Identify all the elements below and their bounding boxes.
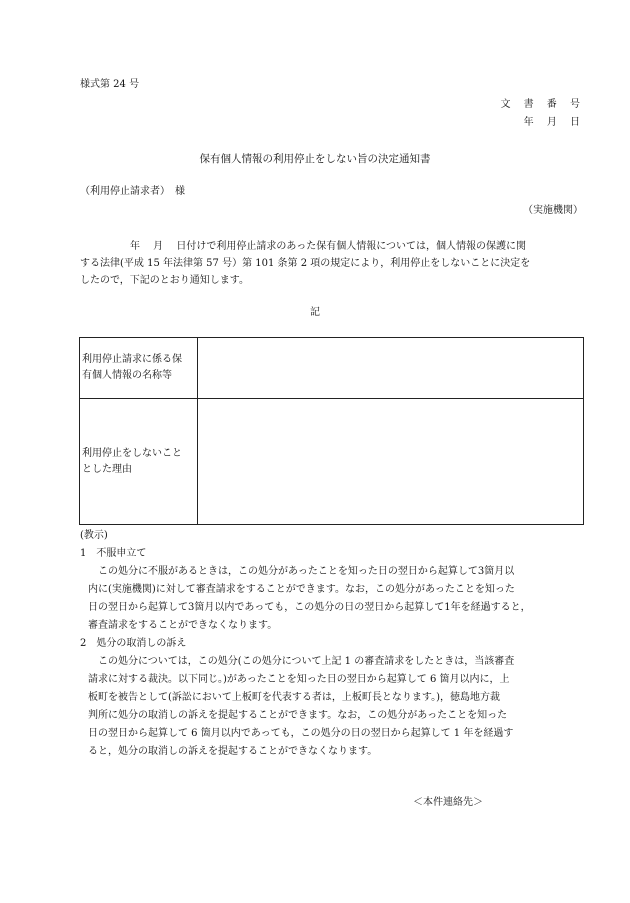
instruction-item-title: 1 不服申立て	[80, 548, 147, 559]
table-label-line: 利用停止をしないこと	[82, 447, 182, 459]
table-label-line: 利用停止請求に係る保	[82, 354, 182, 365]
instruction-header: (教示)	[80, 530, 108, 541]
body-paragraph	[80, 238, 585, 289]
instruction-line: 審査請求をすることができなくなります。	[88, 620, 278, 631]
body-line: したので，下記のとおり通知します。	[80, 275, 249, 286]
document-title: 保有個人情報の利用停止をしない旨の決定通知書	[199, 153, 431, 165]
instruction-line: 請求に対する裁決。以下同じ。)があったことを知った日の翌日から起算して 6 箇月以内に，上	[88, 674, 510, 685]
table-row	[80, 338, 584, 399]
contact-label: ＜本件連絡先＞	[413, 797, 483, 808]
instruction-line: 日の翌日から起算して 6 箇月以内であっても，この処分の日の翌日から起算して 1 年を経過す	[88, 728, 514, 739]
agency-line: （実施機関）	[523, 205, 583, 216]
form-number: 様式第 24 号	[80, 79, 140, 90]
table-value-cell	[198, 338, 584, 399]
table-label-line: とした理由	[82, 463, 132, 475]
table-row	[80, 399, 584, 525]
instruction-line: この処分に不服があるときは，この処分があったことを知った日の翌日から起算して3箇月以	[98, 566, 515, 577]
instruction-line: 板町を被告として(訴訟において上板町を代表する者は，上板町長となります。)，徳島地方裁	[88, 692, 501, 703]
recipient-line: （利用停止請求者） 様	[80, 186, 185, 197]
body-line: 年 月 日付けで利用停止請求のあった保有個人情報については，個人情報の保護に関	[80, 241, 527, 252]
instruction-line: 日の翌日から起算して3箇月以内であっても，この処分の日の翌日から起算して1年を経過すると，	[88, 602, 531, 613]
table-label-cell	[80, 399, 198, 525]
table-label-cell	[80, 338, 198, 399]
date-label: 年 月 日	[523, 117, 585, 128]
instruction-line: 判所に処分の取消しの訴えを提起することができます。なお，この処分があったことを知った	[88, 710, 508, 721]
instruction-line: ると，処分の取消しの訴えを提起することができなくなります。	[88, 746, 378, 757]
ki-heading: 記	[310, 307, 320, 318]
body-line: する法律(平成 15 年法律第 57 号）第 101 条第 2 項の規定により，利用停止をしないことに決定を	[80, 258, 531, 269]
instruction-line: 内に(実施機関)に対して審査請求をすることができます。なお，この処分があったことを知った	[88, 584, 515, 595]
info-table	[79, 337, 584, 525]
table-value-cell	[198, 399, 584, 525]
instruction-section	[80, 527, 590, 761]
instruction-line: この処分については，この処分(この処分について上記 1 の審査請求をしたときは，当該審査	[98, 656, 515, 667]
instruction-item-title: 2 処分の取消しの訴え	[80, 638, 187, 649]
document-number-label: 文 書 番 号	[500, 99, 585, 110]
table-label-line: 有個人情報の名称等	[82, 370, 172, 381]
